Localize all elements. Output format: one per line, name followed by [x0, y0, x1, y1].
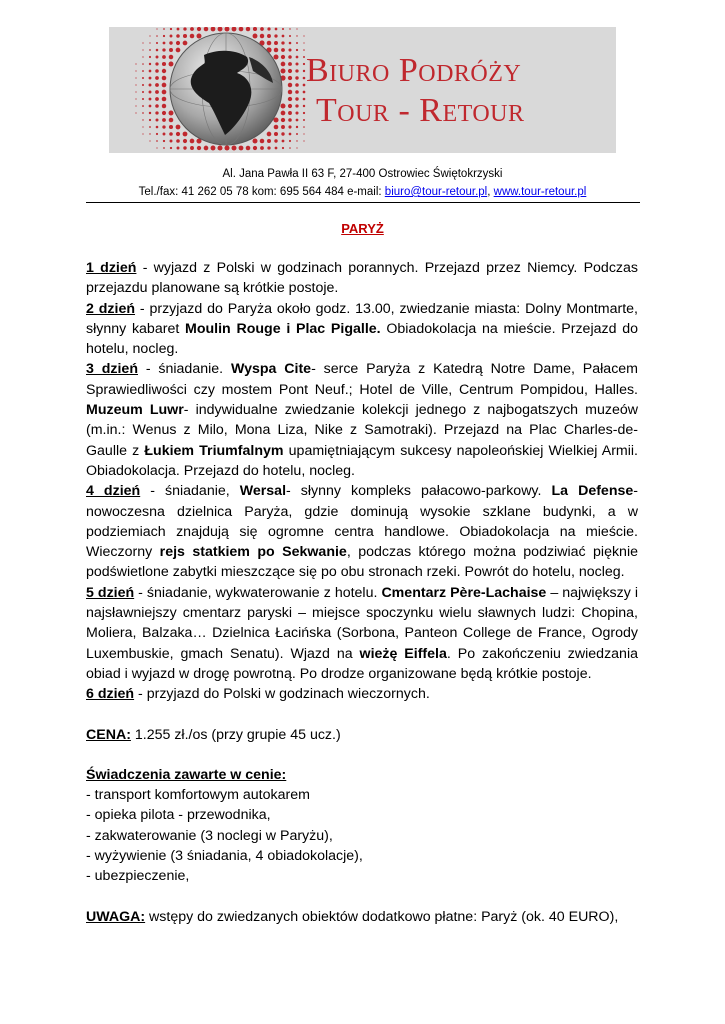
halftone-dot — [183, 34, 187, 38]
halftone-dot — [288, 76, 292, 80]
day-text: - śniadanie. — [138, 361, 231, 378]
halftone-dot — [142, 119, 143, 120]
halftone-dot — [295, 69, 298, 72]
spacer — [86, 887, 638, 907]
halftone-dot — [275, 147, 278, 150]
halftone-dot — [303, 42, 304, 43]
note-text: wstępy do zwiedzanych obiektów dodatkowo płatne: Paryż (ok. 40 EURO), — [145, 908, 619, 925]
halftone-dot — [253, 27, 257, 31]
day-highlight: wieżę Eiffela — [359, 645, 447, 662]
halftone-dot — [190, 139, 195, 144]
halftone-dot — [288, 62, 292, 66]
halftone-dot — [295, 62, 298, 65]
halftone-dot — [267, 146, 270, 149]
halftone-dot — [170, 35, 173, 38]
email-link[interactable]: biuro@tour-retour.pl — [384, 186, 488, 198]
halftone-dot — [232, 146, 237, 151]
halftone-dot — [267, 132, 272, 137]
contact-line — [0, 184, 725, 201]
halftone-dot — [190, 34, 195, 39]
halftone-dot — [190, 146, 194, 150]
website-link[interactable]: www.tour-retour.pl — [493, 186, 587, 198]
halftone-dot — [155, 97, 159, 101]
halftone-dot — [142, 98, 144, 100]
halftone-dot — [274, 132, 278, 136]
day-4 — [86, 481, 638, 582]
halftone-dot — [162, 55, 166, 59]
halftone-dot — [295, 76, 298, 79]
halftone-dot — [296, 133, 298, 135]
halftone-dot — [162, 118, 166, 122]
page-title: PARYŻ — [341, 221, 384, 236]
halftone-dot — [156, 140, 158, 142]
halftone-dot — [142, 77, 144, 79]
halftone-dot — [142, 63, 144, 65]
day-highlight: Muzeum Luwr — [86, 402, 184, 419]
halftone-dot — [142, 105, 144, 107]
halftone-dot — [155, 69, 159, 73]
halftone-dot — [169, 62, 174, 67]
halftone-dot — [296, 49, 298, 51]
day-text: - przyjazd do Paryża około godz. 13.00, zwiedzanie miasta: Dolny Montmarte, słynny kabaret — [86, 300, 638, 337]
halftone-dot — [142, 70, 144, 72]
halftone-dot — [260, 34, 264, 38]
halftone-dot — [211, 146, 216, 151]
included-item: - wyżywienie (3 śniadania, 4 obiadokolacje), — [86, 848, 363, 865]
price-value: 1.255 zł./os (przy grupie 45 ucz.) — [130, 726, 341, 743]
halftone-dot — [176, 125, 181, 130]
halftone-dot — [197, 146, 201, 150]
halftone-dot — [253, 146, 257, 150]
halftone-dot — [142, 112, 144, 114]
day-highlight: Wyspa Cite — [230, 361, 312, 378]
halftone-dot — [149, 42, 150, 43]
itinerary-content — [86, 258, 638, 927]
halftone-dot — [142, 56, 143, 57]
halftone-dot — [274, 139, 277, 142]
halftone-dot — [303, 112, 305, 114]
halftone-dot — [135, 105, 136, 106]
brand-line-2: Tour - Retour — [316, 92, 525, 129]
halftone-dot — [142, 91, 144, 93]
day-text: . Po zakończeniu zwiedzania obiad i wyjazd w drogę powrotną. Po drodze organizowane będą krótkie postoje. — [86, 645, 638, 682]
halftone-dot — [282, 147, 284, 149]
halftone-dot — [156, 119, 159, 122]
halftone-dot — [211, 27, 216, 31]
halftone-dot — [135, 70, 136, 71]
halftone-dot — [239, 146, 244, 151]
halftone-dot — [163, 133, 166, 136]
halftone-dot — [295, 104, 298, 107]
halftone-dot — [303, 70, 305, 72]
halftone-dot — [274, 48, 279, 53]
halftone-dot — [142, 42, 143, 43]
day-text: - słynny kompleks pałacowo-parkowy. — [286, 483, 552, 500]
halftone-dot — [281, 48, 285, 52]
included-item: - ubezpieczenie, — [86, 868, 190, 885]
day-text: – największy i najsławniejszy cmentarz paryski – miejsce spoczynku wielu sławnych ludzi: Chopina, Moliera, Balzaka… Dzielnica Łacińska (Sorbona, Panteon College de France, Ogrody Luxembuskie, gmach Senatu). Wjazd na — [86, 584, 639, 662]
halftone-dot — [155, 111, 158, 114]
halftone-dot — [162, 69, 166, 73]
halftone-dot — [288, 125, 291, 128]
halftone-dot — [289, 42, 292, 45]
halftone-dot — [176, 132, 180, 136]
halftone-dot — [135, 77, 136, 78]
halftone-dot — [177, 28, 180, 31]
halftone-dot — [274, 41, 278, 45]
spacer — [86, 745, 638, 765]
halftone-dot — [135, 84, 136, 85]
halftone-dot — [260, 27, 264, 31]
halftone-dot — [303, 126, 305, 128]
halftone-dot — [155, 104, 159, 108]
halftone-dot — [156, 133, 158, 135]
halftone-dot — [296, 35, 297, 36]
halftone-dot — [135, 63, 136, 64]
halftone-dot — [281, 132, 284, 135]
halftone-dot — [282, 140, 285, 143]
halftone-dot — [288, 111, 292, 115]
halftone-dot — [281, 55, 285, 59]
day-highlight: Moulin Rouge i Plac Pigalle. — [185, 320, 381, 337]
halftone-dot — [135, 112, 136, 113]
halftone-dot — [162, 48, 165, 51]
day-text: - śniadanie, — [140, 483, 240, 500]
halftone-dot — [281, 125, 285, 129]
halftone-dot — [197, 27, 201, 31]
halftone-dot — [170, 28, 172, 30]
halftone-dot — [288, 55, 292, 59]
halftone-dot — [162, 62, 166, 66]
halftone-dot — [288, 118, 292, 122]
halftone-dot — [274, 125, 279, 130]
halftone-dot — [162, 90, 167, 95]
halftone-dot — [163, 147, 165, 149]
halftone-dot — [169, 41, 172, 44]
day-highlight: rejs statkiem po Sekwanie — [159, 544, 347, 561]
included-item: - transport komfortowym autokarem — [86, 787, 310, 804]
halftone-dot — [288, 97, 292, 101]
halftone-dot — [149, 70, 152, 73]
day-text: - przyjazd do Polski w godzinach wieczornych. — [134, 686, 430, 703]
halftone-dot — [218, 27, 223, 31]
header-banner — [109, 27, 616, 153]
halftone-dot — [183, 27, 186, 30]
halftone-dot — [149, 98, 152, 101]
day-text: upamiętniającym sukcesy napoleońskiej Wielkiej Armii. Obiadokolacja. Przejazd do hotelu, nocleg. — [86, 442, 638, 479]
day-3 — [86, 359, 638, 481]
globe-logo-icon — [109, 27, 616, 153]
halftone-dot — [303, 140, 304, 141]
included-heading — [86, 765, 638, 785]
halftone-dot — [239, 27, 244, 31]
halftone-dot — [296, 147, 297, 148]
halftone-dot — [253, 34, 258, 39]
halftone-dot — [288, 69, 292, 73]
halftone-dot — [162, 111, 166, 115]
halftone-dot — [169, 111, 174, 116]
halftone-dot — [142, 126, 143, 127]
halftone-dot — [303, 77, 306, 80]
halftone-dot — [177, 147, 180, 150]
halftone-dot — [149, 140, 150, 141]
day-text: - śniadanie, wykwaterowanie z hotelu. — [134, 584, 382, 601]
day-highlight: La Defense — [551, 483, 634, 500]
contact-prefix: Tel./fax: 41 262 05 78 kom: 695 564 484 e-mail: — [138, 186, 385, 198]
halftone-dot — [275, 28, 278, 31]
halftone-dot — [162, 104, 166, 108]
spacer — [86, 705, 638, 725]
halftone-dot — [156, 35, 158, 37]
halftone-dot — [303, 56, 305, 58]
halftone-dot — [149, 35, 150, 36]
day-1 — [86, 258, 638, 299]
halftone-dot — [232, 27, 237, 31]
halftone-dot — [303, 98, 306, 101]
halftone-dot — [176, 48, 181, 53]
halftone-dot — [149, 91, 152, 94]
day-text: - indywidualne zwiedzanie kolekcji jednego z najbogatszych muzeów (m.in.: Wenus z Milo, Mona Liza, Nike z Samotraki). Przejazd na Plac Charles-de-Gaulle z — [86, 402, 639, 459]
halftone-dot — [204, 146, 209, 151]
halftone-dot — [176, 41, 180, 45]
halftone-dot — [169, 48, 173, 52]
day-text: Obiadokolacja na mieście. Przejazd do hotelu, nocleg. — [86, 320, 638, 358]
halftone-dot — [142, 84, 144, 86]
halftone-dot — [267, 41, 272, 46]
halftone-dot — [149, 77, 152, 80]
halftone-dot — [149, 112, 151, 114]
day-text: - serce Paryża z Katedrą Notre Dame, Pałacem Sprawiedliwości czy mostem Pont Neuf.; Hotel de Ville, Centrum Pompidou, Halles. — [86, 361, 638, 398]
included-item: - zakwaterowanie (3 noclegi w Paryżu), — [86, 827, 333, 844]
halftone-dot — [183, 139, 187, 143]
halftone-dot — [149, 133, 150, 134]
halftone-dot — [260, 139, 265, 144]
halftone-dot — [156, 147, 157, 148]
day-label: 1 dzień — [86, 260, 137, 276]
halftone-dot — [155, 62, 158, 65]
halftone-dot — [155, 90, 159, 94]
day-highlight: Cmentarz Père-Lachaise — [381, 584, 547, 601]
header-divider — [86, 202, 640, 203]
halftone-dot — [296, 56, 299, 59]
halftone-dot — [163, 35, 165, 37]
halftone-dot — [149, 63, 151, 65]
halftone-dot — [303, 91, 306, 94]
note-line — [86, 907, 638, 927]
halftone-dot — [225, 27, 230, 31]
halftone-dot — [296, 126, 298, 128]
halftone-dot — [274, 34, 277, 37]
halftone-dot — [296, 28, 297, 29]
day-highlight: Łukiem Triumfalnym — [144, 442, 284, 459]
halftone-dot — [289, 35, 291, 37]
halftone-dot — [163, 28, 165, 30]
halftone-dot — [155, 76, 159, 80]
halftone-dot — [149, 84, 152, 87]
halftone-dot — [149, 56, 151, 58]
brand-line-1: Biuro Podróży — [306, 52, 522, 89]
halftone-dot — [162, 76, 167, 81]
halftone-dot — [295, 97, 298, 100]
day-text: , podczas którego można podziwiać pięknie podświetlone zabytki mieszczące się po obu stronach rzeki. Powrót do hotelu, nocleg. — [86, 544, 638, 581]
halftone-dot — [289, 28, 290, 29]
address-line: Al. Jana Pawła II 63 F, 27-400 Ostrowiec Świętokrzyski — [222, 168, 503, 180]
halftone-dot — [303, 35, 304, 36]
day-5 — [86, 583, 638, 684]
halftone-dot — [282, 35, 285, 38]
halftone-dot — [183, 146, 186, 149]
halftone-dot — [162, 125, 165, 128]
note-label: UWAGA: — [86, 908, 146, 925]
halftone-dot — [149, 105, 152, 108]
halftone-dot — [295, 111, 298, 114]
halftone-dot — [289, 147, 291, 149]
halftone-dot — [267, 139, 271, 143]
halftone-dot — [156, 56, 159, 59]
halftone-dot — [149, 119, 151, 121]
day-text: - nowoczesna dzielnica Paryża, gdzie dominują wysokie szklane budynki, a w podziemiach znajdują się ogromne centra handlowe. Obiadokolacja na mieście. Wieczorny — [86, 483, 639, 561]
halftone-dot — [135, 98, 136, 99]
halftone-dot — [303, 63, 305, 65]
halftone-dot — [303, 119, 305, 121]
day-text: - wyjazd z Polski w godzinach porannych. Przejazd przez Niemcy. Podczas przejazdu planowane są krótkie postoje. — [86, 260, 638, 297]
halftone-dot — [169, 55, 174, 60]
halftone-dot — [253, 139, 258, 144]
halftone-dot — [190, 27, 194, 31]
halftone-dot — [296, 119, 299, 122]
halftone-dot — [295, 83, 299, 87]
halftone-dot — [169, 118, 174, 123]
halftone-dot — [296, 140, 297, 141]
halftone-dot — [162, 83, 167, 88]
halftone-dot — [288, 83, 292, 87]
halftone-dot — [246, 146, 251, 151]
halftone-dot — [176, 139, 180, 143]
day-6 — [86, 684, 638, 704]
halftone-dot — [162, 97, 167, 102]
halftone-dot — [217, 145, 222, 150]
halftone-dot — [260, 146, 264, 150]
halftone-dot — [170, 147, 172, 149]
halftone-dot — [176, 34, 180, 38]
halftone-dot — [288, 48, 291, 51]
halftone-dot — [149, 49, 151, 51]
halftone-dot — [281, 62, 286, 67]
day-label: 6 dzień — [86, 686, 135, 703]
halftone-dot — [204, 27, 209, 31]
halftone-dot — [142, 133, 143, 134]
halftone-dot — [303, 105, 305, 107]
halftone-dot — [170, 140, 173, 143]
day-label: 4 dzień — [86, 483, 141, 500]
halftone-dot — [196, 33, 201, 38]
halftone-dot — [295, 90, 299, 94]
halftone-dot — [267, 34, 271, 38]
day-2 — [86, 299, 638, 360]
halftone-dot — [169, 132, 173, 136]
halftone-dot — [169, 125, 173, 129]
halftone-dot — [281, 111, 286, 116]
halftone-dot — [303, 133, 304, 134]
halftone-dot — [303, 84, 306, 87]
halftone-dot — [156, 126, 159, 129]
price-label: CENA: — [86, 726, 131, 743]
halftone-dot — [163, 140, 165, 142]
included-heading-text: Świadczenia zawarte w cenie: — [86, 766, 287, 783]
halftone-dot — [183, 41, 188, 46]
halftone-dot — [288, 90, 292, 94]
day-label: 3 dzień — [86, 361, 138, 378]
halftone-dot — [163, 42, 166, 45]
halftone-dot — [281, 118, 285, 122]
halftone-dot — [224, 145, 229, 150]
day-label: 5 dzień — [86, 584, 135, 601]
price-line — [86, 725, 638, 745]
halftone-dot — [156, 28, 157, 29]
halftone-dot — [183, 132, 188, 137]
halftone-dot — [281, 41, 284, 44]
halftone-dot — [289, 133, 292, 136]
halftone-dot — [280, 103, 285, 108]
halftone-dot — [155, 83, 159, 87]
halftone-dot — [296, 42, 298, 44]
halftone-dot — [156, 49, 159, 52]
halftone-dot — [281, 69, 286, 74]
halftone-dot — [149, 126, 151, 128]
day-highlight: Wersal — [239, 483, 287, 500]
halftone-dot — [282, 28, 284, 30]
halftone-dot — [273, 54, 278, 59]
halftone-dot — [135, 91, 136, 92]
halftone-dot — [289, 140, 291, 142]
halftone-dot — [142, 49, 143, 50]
halftone-dot — [156, 42, 158, 44]
halftone-dot — [246, 27, 250, 31]
halftone-dot — [267, 27, 270, 30]
halftone-dot — [303, 49, 305, 51]
contact-separator: , — [487, 186, 494, 198]
day-label: 2 dzień — [86, 300, 136, 317]
halftone-dot — [288, 104, 292, 108]
included-item: - opieka pilota - przewodnika, — [86, 807, 271, 824]
